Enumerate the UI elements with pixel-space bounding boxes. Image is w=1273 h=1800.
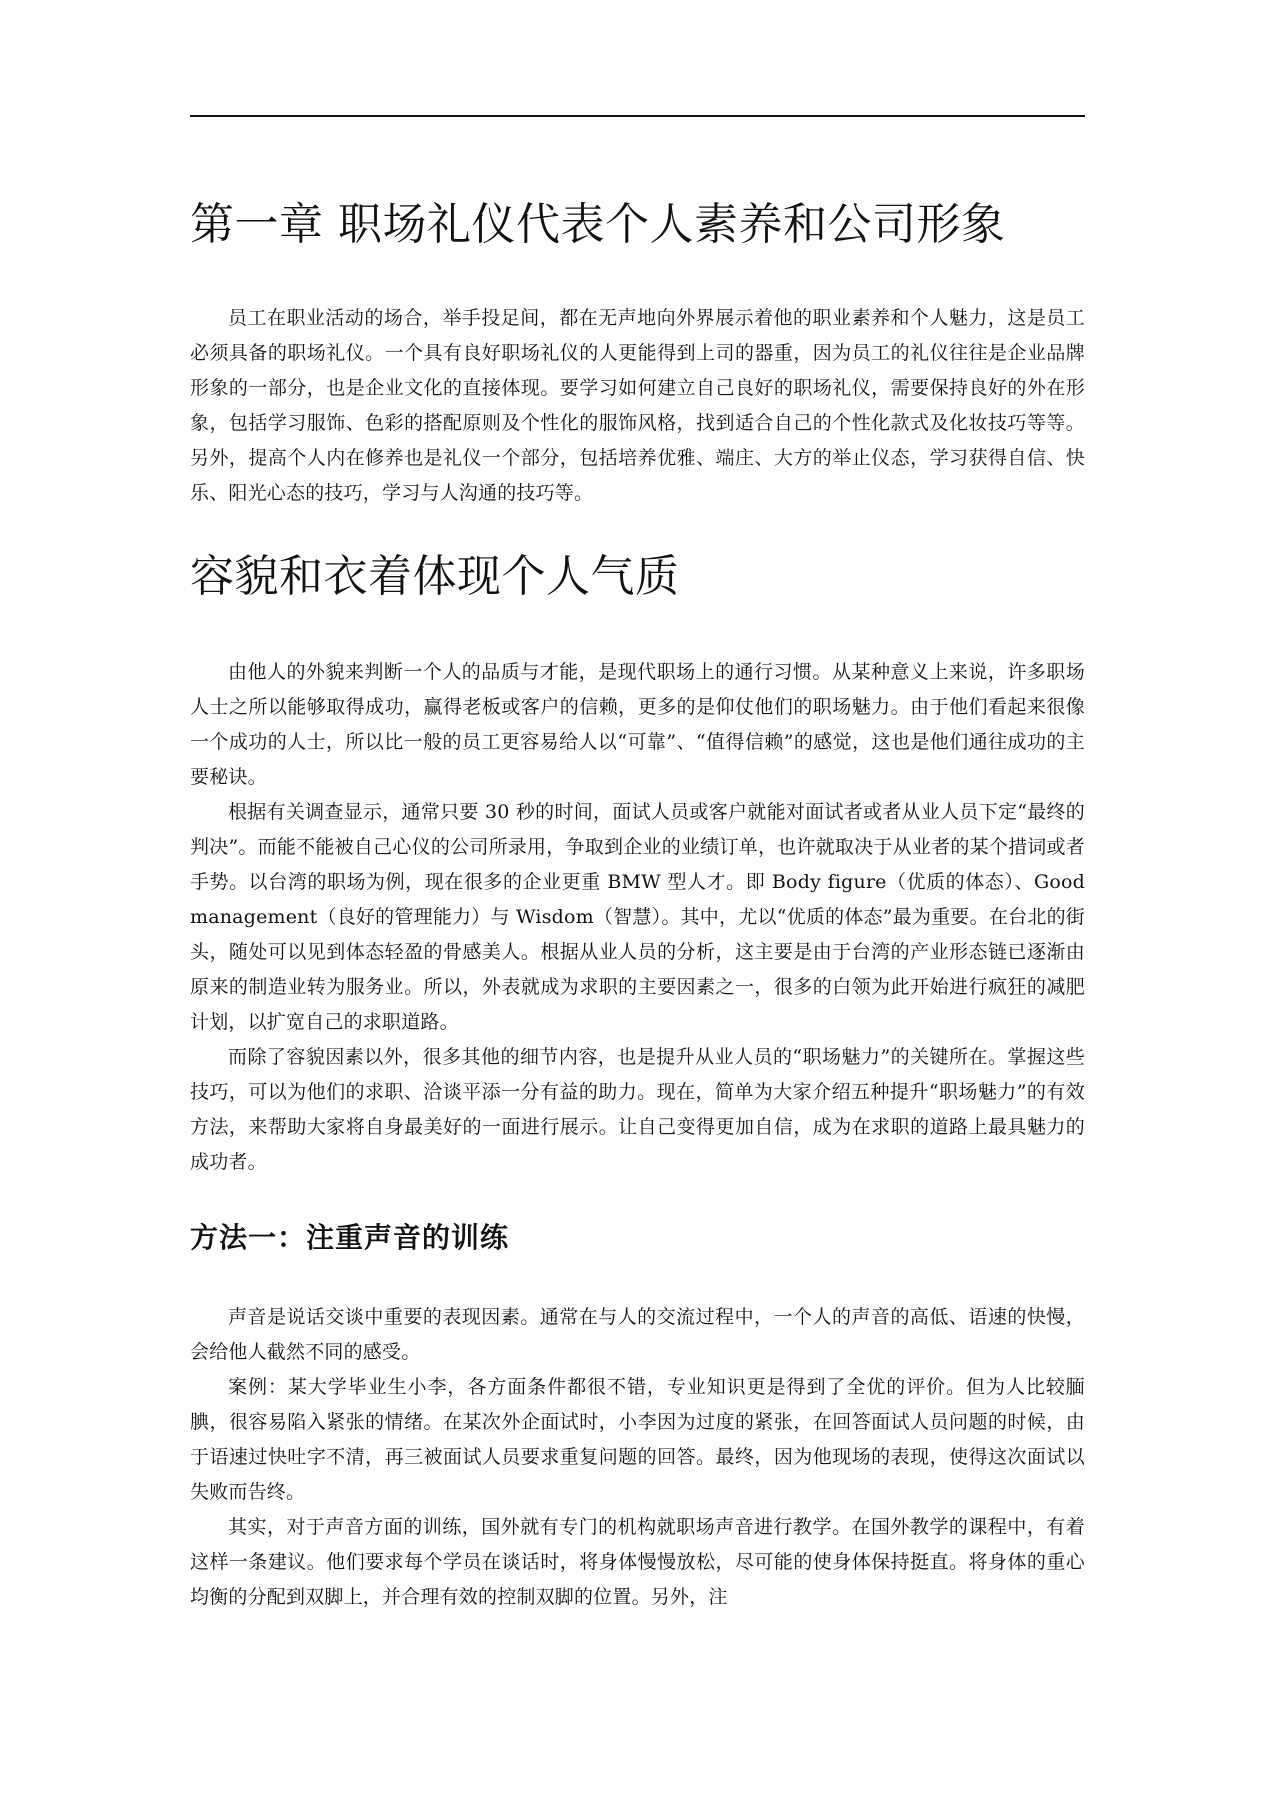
section-spacer	[190, 1180, 1085, 1218]
chapter-title: 第一章 职场礼仪代表个人素养和公司形象	[190, 199, 1006, 250]
body-paragraph: 根据有关调查显示，通常只要 30 秒的时间，面试人员或客户就能对面试者或者从业人员下定“最终的判决”。而能不能被自己心仪的公司所录用，争取到企业的业绩订单，也许就取决于从业者的某个措词或者手势。以台湾的职场为例，现在很多的企业更重 BMW 型人才。即 Body figure（优质的体态）、Good management（良好的管理能力）与 Wisdom（智慧）。其中，尤以“优质的体态”最为重要。在台北的街头，随处可以见到体态轻盈的骨感美人。根据从业人员的分析，这主要是由于台湾的产业形态链已逐渐由原来的制造业转为服务业。所以，外表就成为求职的主要因素之一，很多的白领为此开始进行疯狂的减肥计划，以扩宽自己的求职道路。	[190, 801, 1085, 1033]
body-paragraph: 其实，对于声音方面的训练，国外就有专门的机构就职场声音进行教学。在国外教学的课程中，有着这样一条建议。他们要求每个学员在谈话时，将身体慢慢放松，尽可能的使身体保持挺直。将身体的重心均衡的分配到双脚上，并合理有效的控制双脚的位置。另外，注	[190, 1516, 1085, 1608]
intro-paragraph: 员工在职业活动的场合，举手投足间，都在无声地向外界展示着他的职业素养和个人魅力，这是员工必须具备的职场礼仪。一个具有良好职场礼仪的人更能得到上司的器重，因为员工的礼仪往往是企业品牌形象的一部分，也是企业文化的直接体现。要学习如何建立自己良好的职场礼仪，需要保持良好的外在形象，包括学习服饰、色彩的搭配原则及个性化的服饰风格，找到适合自己的个性化款式及化妆技巧等等。另外，提高个人内在修养也是礼仪一个部分，包括培养优雅、端庄、大方的举止仪态，学习获得自信、快乐、阳光心态的技巧，学习与人沟通的技巧等。	[190, 307, 1085, 504]
section-spacer	[190, 511, 1085, 547]
header-rule	[190, 115, 1085, 117]
body-paragraph: 声音是说话交谈中重要的表现因素。通常在与人的交流过程中，一个人的声音的高低、语速的快慢，会给他人截然不同的感受。	[190, 1306, 1085, 1363]
body-paragraph: 由他人的外貌来判断一个人的品质与才能，是现代职场上的通行习惯。从某种意义上来说，许多职场人士之所以能够取得成功，赢得老板或客户的信赖，更多的是仰仗他们的职场魅力。由于他们看起来很像一个成功的人士，所以比一般的员工更容易给人以“可靠”、“值得信赖”的感觉，这也是他们通往成功的主要秘诀。	[190, 661, 1085, 788]
page-content	[190, 195, 1085, 1615]
section-title-appearance: 容貌和衣着体现个人气质	[190, 551, 680, 602]
body-paragraph: 而除了容貌因素以外，很多其他的细节内容，也是提升从业人员的“职场魅力”的关键所在。掌握这些技巧，可以为他们的求职、洽谈平添一分有益的助力。现在，简单为大家介绍五种提升“职场魅力”的有效方法，来帮助大家将自身最美好的一面进行展示。让自己变得更加自信，成为在求职的道路上最具魅力的成功者。	[190, 1046, 1085, 1173]
method-title-voice-training: 方法一：注重声音的训练	[190, 1221, 510, 1254]
body-paragraph: 案例：某大学毕业生小李，各方面条件都很不错，专业知识更是得到了全优的评价。但为人比较腼腆，很容易陷入紧张的情绪。在某次外企面试时，小李因为过度的紧张，在回答面试人员问题的时候，由于语速过快吐字不清，再三被面试人员要求重复问题的回答。最终，因为他现场的表现，使得这次面试以失败而告终。	[190, 1376, 1085, 1503]
